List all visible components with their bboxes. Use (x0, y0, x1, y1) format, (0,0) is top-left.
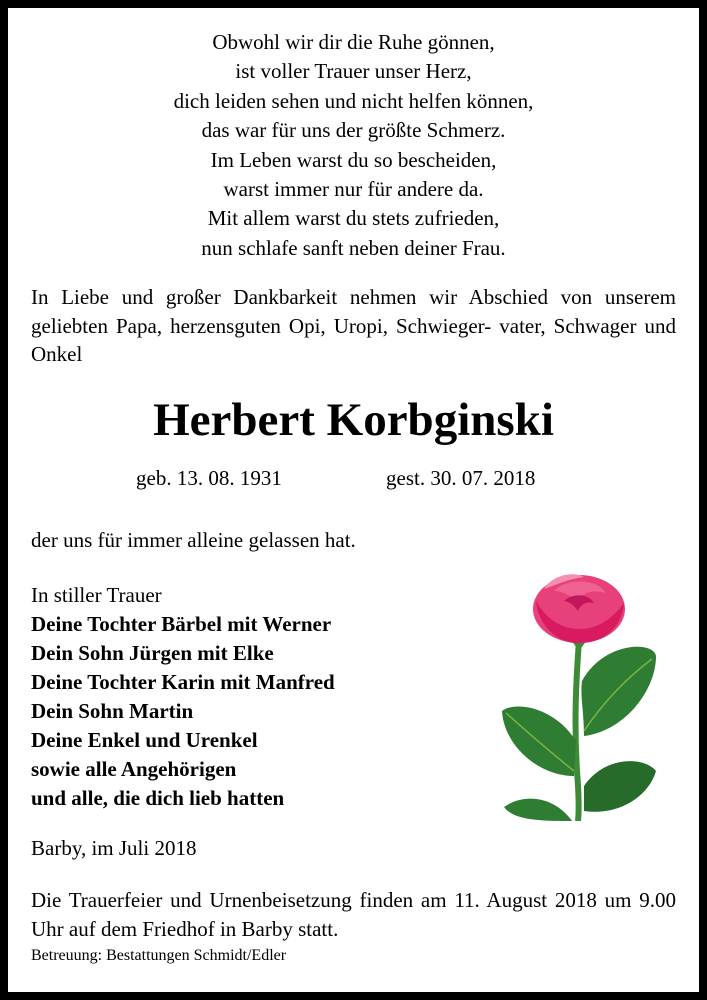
poem-line: Mit allem warst du stets zufrieden, (207, 206, 500, 231)
obituary-card (8, 8, 699, 992)
funeral-care-note: Betreuung: Bestattungen Schmidt/Edler (31, 947, 287, 964)
pink-rose-icon (484, 571, 674, 821)
poem (8, 28, 699, 263)
farewell-intro: In Liebe und großer Dankbarkeit nehmen wir Abschied von unserem geliebten Papa, herzensguten Opi, Uropi, Schwieger- vater, Schwager und Onkel (31, 285, 676, 367)
mourners-block (31, 581, 335, 813)
poem-line: warst immer nur für andere da. (223, 177, 484, 202)
mourning-label: In stiller Trauer (31, 583, 162, 607)
death-date: gest. 30. 07. 2018 (386, 466, 536, 490)
funeral-info: Die Trauerfeier und Urnenbeisetzung finden am 11. August 2018 um 9.00 Uhr auf dem Friedhof in Barby statt. (31, 888, 676, 941)
birth-date: geb. 13. 08. 1931 (136, 466, 282, 490)
mourner-line: Dein Sohn Jürgen mit Elke (31, 641, 274, 665)
poem-line: ist voller Trauer unser Herz, (235, 59, 472, 84)
mourner-line: Deine Enkel und Urenkel (31, 728, 258, 752)
poem-line: dich leiden sehen und nicht helfen können, (173, 88, 534, 113)
poem-line: das war für uns der größte Schmerz. (201, 118, 506, 143)
mourner-list (31, 610, 335, 813)
mourner-line: sowie alle Angehörigen (31, 757, 237, 781)
deceased-name: Herbert Korbginski (153, 394, 554, 446)
mourner-line: und alle, die dich lieb hatten (31, 786, 285, 810)
poem-line: Obwohl wir dir die Ruhe gönnen, (212, 30, 495, 54)
mourner-line: Dein Sohn Martin (31, 699, 194, 723)
poem-line: nun schlafe sanft neben deiner Frau. (201, 235, 506, 260)
left-alone-line: der uns für immer alleine gelassen hat. (31, 528, 356, 552)
mourner-line: Deine Tochter Bärbel mit Werner (31, 612, 332, 636)
place-and-date: Barby, im Juli 2018 (31, 836, 197, 860)
mourner-line: Deine Tochter Karin mit Manfred (31, 670, 335, 694)
poem-line: Im Leben warst du so bescheiden, (210, 147, 497, 172)
